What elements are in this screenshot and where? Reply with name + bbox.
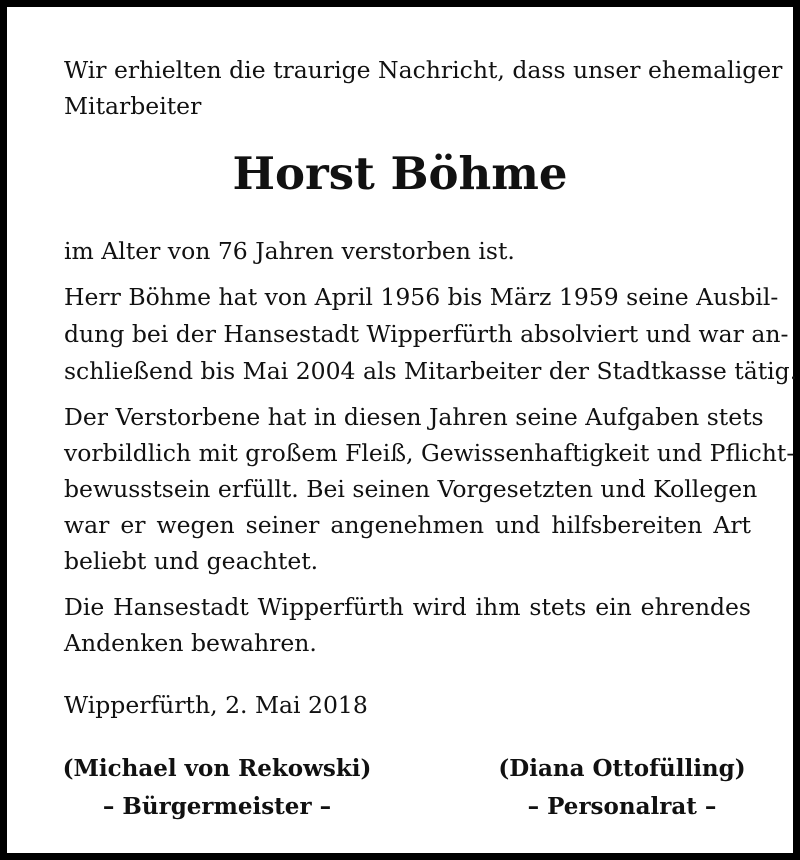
para1-line-2: dung bei der Hansestadt Wipperfürth absolviert und war an- — [64, 320, 789, 348]
signatory-2-name: (Diana Ottofülling) — [498, 755, 746, 782]
intro-line-2: Mitarbeiter — [64, 92, 202, 120]
para2-line-3: bewusstsein erfüllt. Bei seinen Vorgesetzten und Kollegen — [64, 475, 758, 503]
para2-line-4: war er wegen seiner angenehmen und hilfsbereiten Art — [64, 511, 751, 539]
para1-line-3: schließend bis Mai 2004 als Mitarbeiter der Stadtkasse tätig. — [64, 357, 798, 385]
para2-line-1: Der Verstorbene hat in diesen Jahren seine Aufgaben stets — [64, 403, 764, 431]
para3-line-1: Die Hansestadt Wipperfürth wird ihm stets ein ehrendes — [64, 593, 751, 621]
age-line: im Alter von 76 Jahren verstorben ist. — [64, 237, 515, 265]
intro-line-1: Wir erhielten die traurige Nachricht, dass unser ehemaliger — [64, 56, 783, 84]
deceased-name: Horst Böhme — [232, 147, 568, 200]
signatory-1-role: – Bürgermeister – — [102, 793, 332, 820]
place-date: Wipperfürth, 2. Mai 2018 — [64, 691, 368, 719]
para3-line-2: Andenken bewahren. — [64, 629, 317, 657]
para1-line-1: Herr Böhme hat von April 1956 bis März 1959 seine Ausbil- — [64, 283, 779, 311]
signatory-1-name: (Michael von Rekowski) — [62, 755, 372, 782]
signatory-2-role: – Personalrat – — [527, 793, 717, 820]
para2-line-5: beliebt und geachtet. — [64, 547, 319, 575]
para2-line-2: vorbildlich mit großem Fleiß, Gewissenhaftigkeit und Pflicht- — [64, 439, 795, 467]
